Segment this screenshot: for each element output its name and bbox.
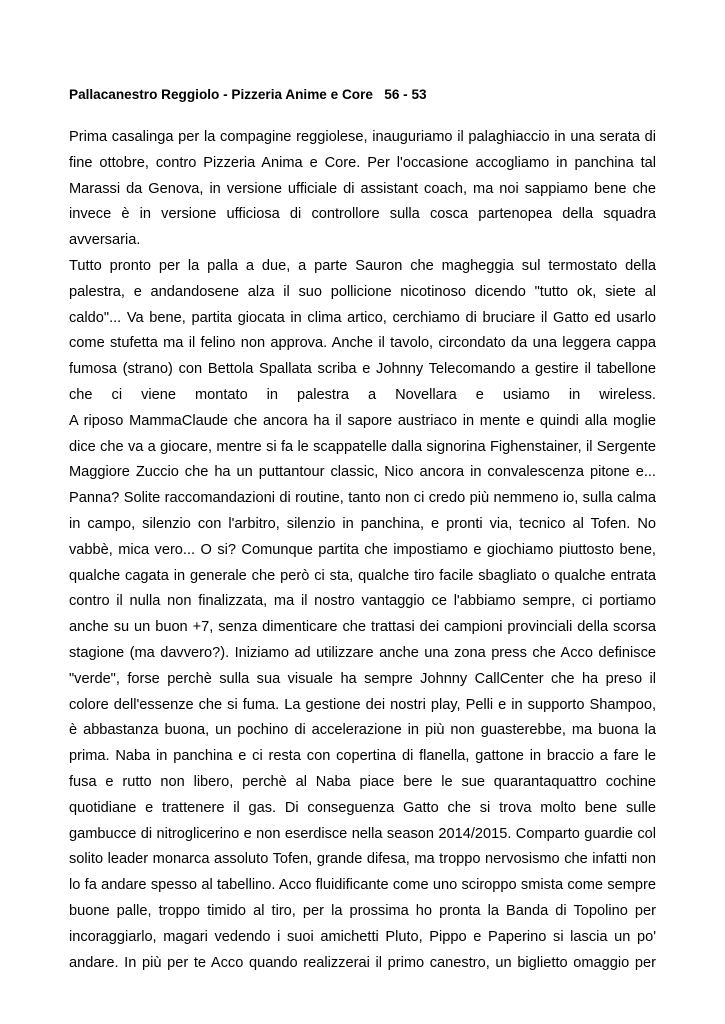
body-text-line: anche su un buon +7, senza dimenticare che trattasi dei campioni provinciali della scorsa (69, 619, 656, 636)
body-text-line: "verde", forse perchè sulla sua visuale ha sempre Johnny CallCenter che ha preso il (69, 670, 656, 687)
body-text-line: vabbè, mica vero... O si? Comunque partita che impostiamo e giochiamo piuttosto bene, (69, 541, 656, 558)
body-text-line: che ci viene montato in palestra a Novellara e usiamo in wireless. (69, 386, 656, 403)
body-text-line: Maggiore Zuccio che ha un puttantour classic, Nico ancora in convalescenza pitone e... (69, 464, 656, 481)
body-text-line: qualche cagata in generale che però ci sta, qualche tiro facile sbagliato o qualche entrata (69, 567, 656, 584)
document-title: Pallacanestro Reggiolo - Pizzeria Anime e Core 56 - 53 (69, 87, 427, 102)
body-text-line: colore dell'essenze che si fuma. La gestione dei nostri play, Pelli e in supporto Shampoo, (69, 696, 656, 713)
body-text-line: gambucce di nitroglicerino e non eserdisce nella season 2014/2015. Comparto guardie col (69, 825, 656, 842)
body-text-line: incoraggiarlo, magari vedendo i suoi amichetti Pluto, Pippo e Paperino si lascia un po' (69, 928, 656, 945)
body-text-line: buone palle, troppo timido al tiro, per la prossima ho pronta la Banda di Topolino per (69, 902, 656, 919)
body-text-line: Marassi da Genova, in versione ufficiale di assistant coach, ma noi sappiamo bene che (69, 180, 656, 197)
body-text-line: fine ottobre, contro Pizzeria Anima e Core. Per l'occasione accogliamo in panchina tal (69, 154, 656, 171)
body-text-line: dice che va a giocare, mentre si fa le scappatelle dalla signorina Fighenstainer, il Sergente (69, 438, 656, 455)
body-text-line: stagione (ma davvero?). Iniziamo ad utilizzare anche una zona press che Acco definisce (69, 644, 656, 661)
document-body (69, 125, 656, 976)
body-text-line: fumosa (strano) con Bettola Spallata scriba e Johnny Telecomando a gestire il tabellone (69, 361, 656, 378)
body-text-line: A riposo MammaClaude che ancora ha il sapore austriaco in mente e quindi alla moglie (69, 412, 656, 429)
body-text-line: è abbastanza buona, un pochino di accelerazione in più non guasterebbe, ma buona la (69, 722, 656, 739)
body-text-line: come stufetta ma il felino non approva. Anche il tavolo, circondato da una leggera cappa (69, 335, 656, 352)
body-text-line: lo fa andare spesso al tabellino. Acco fluidificante come uno sciroppo smista come sempre (69, 877, 656, 894)
body-text-line: Prima casalinga per la compagine reggiolese, inauguriamo il palaghiaccio in una serata di (69, 129, 656, 145)
body-text-line: solito leader monarca assoluto Tofen, grande difesa, ma troppo nervosismo che infatti non (69, 851, 656, 868)
body-text-line: palestra, e andandosene alza il suo pollicione nicotinoso dicendo "tutto ok, siete al (69, 283, 656, 300)
body-text-line: avversaria. (69, 232, 141, 249)
body-text-line: in campo, silenzio con l'arbitro, silenzio in panchina, e pronti via, tecnico al Tofen. No (69, 515, 656, 532)
body-text-line: quotidiane e trattenere il gas. Di conseguenza Gatto che si trova molto bene sulle (69, 799, 656, 816)
body-text-line: fusa e rutto non libero, perchè al Naba piace bere le sue quarantaquattro cochine (69, 773, 656, 790)
body-text-line: Tutto pronto per la palla a due, a parte Sauron che magheggia sul termostato della (69, 257, 656, 274)
body-text-line: Panna? Solite raccomandazioni di routine, tanto non ci credo più nemmeno io, sulla calma (69, 490, 656, 507)
body-text-line: caldo"... Va bene, partita giocata in clima artico, cerchiamo di bruciare il Gatto ed usarlo (69, 309, 656, 326)
body-text-line: contro il nulla non finalizzata, ma il nostro vantaggio ce l'abbiamo sempre, ci portiamo (69, 593, 656, 610)
body-text-line: andare. In più per te Acco quando realizzerai il primo canestro, un biglietto omaggio per (69, 954, 656, 971)
body-text-line: invece è in versione ufficiosa di controllore sulla cosca partenopea della squadra (69, 206, 656, 223)
body-text-line: prima. Naba in panchina e ci resta con copertina di flanella, gattone in braccio a fare le (69, 748, 656, 765)
